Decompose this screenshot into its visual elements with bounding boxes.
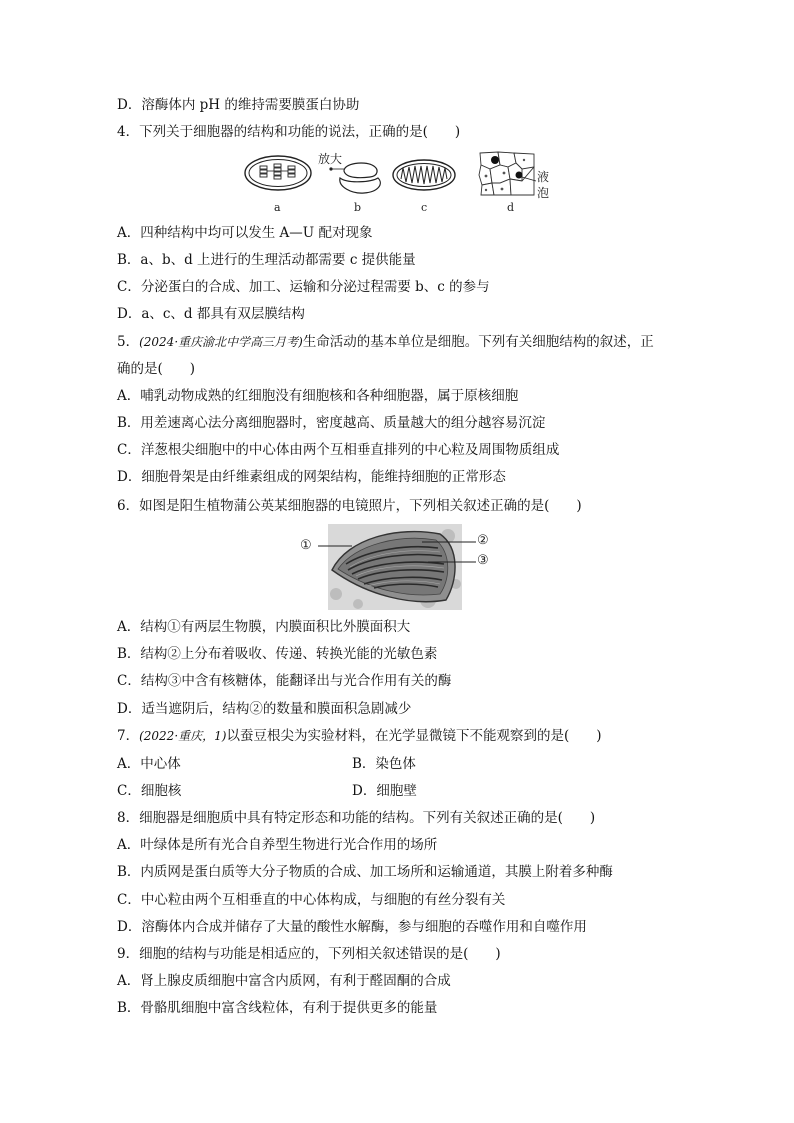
organelle-b-golgi — [326, 160, 386, 196]
q4-option-b: B．a、b、d 上进行的生理活动都需要 c 提供能量 — [117, 252, 416, 268]
q6-option-d: D．适当遮阴后，结构②的数量和膜面积急剧减少 — [117, 701, 412, 717]
q9-option-b: B．骨骼肌细胞中富含线粒体，有利于提供更多的能量 — [117, 1000, 438, 1016]
q3-option-d: D．溶酶体内 pH 的维持需要膜蛋白协助 — [117, 97, 360, 113]
q6-option-c: C．结构③中含有核糖体，能翻译出与光合作用有关的酶 — [117, 673, 452, 689]
q8-option-a: A．叶绿体是所有光合自养型生物进行光合作用的场所 — [117, 837, 438, 853]
q4-option-d: D．a、c、d 都具有双层膜结构 — [117, 306, 305, 322]
q7-text: 以蚕豆根尖为实验材料，在光学显微镜下不能观察到的是( ) — [226, 728, 602, 744]
q8-stem: 8．细胞器是细胞质中具有特定形态和功能的结构。下列有关叙述正确的是( ) — [117, 810, 596, 826]
q7-number: 7． — [117, 728, 140, 744]
q7-source: (2022·重庆，1) — [139, 729, 227, 743]
q7-option-b: B．染色体 — [352, 756, 416, 772]
q4-stem: 4．下列关于细胞器的结构和功能的说法，正确的是( ) — [117, 124, 461, 140]
q4-option-a: A．四种结构中均可以发生 A—U 配对现象 — [117, 225, 373, 241]
figure-label-b: b — [354, 201, 362, 214]
figure6-label-1: ① — [300, 538, 312, 553]
q5-option-b: B．用差速离心法分离细胞器时，密度越高、质量越大的组分越容易沉淀 — [117, 415, 546, 431]
q5-option-a: A．哺乳动物成熟的红细胞没有细胞核和各种细胞器，属于原核细胞 — [117, 388, 519, 404]
figure6-label-3: ③ — [477, 553, 489, 568]
q8-option-d: D．溶酶体内合成并储存了大量的酸性水解酶，参与细胞的吞噬作用和自噬作用 — [117, 919, 587, 935]
organelle-a-chloroplast — [243, 153, 313, 193]
q5-text: 生命活动的基本单位是细胞。下列有关细胞结构的叙述，正 — [302, 334, 654, 350]
q9-option-a: A．肾上腺皮质细胞中富含内质网，有利于醛固酮的合成 — [117, 973, 451, 989]
vacuole-label-1: 液 — [537, 170, 550, 184]
q9-stem: 9．细胞的结构与功能是相适应的，下列相关叙述错误的是( ) — [117, 946, 501, 962]
q7-option-a: A．中心体 — [117, 756, 181, 772]
q5-option-c: C．洋葱根尖细胞中的中心体由两个互相垂直排列的中心粒及周围物质组成 — [117, 442, 560, 458]
q4-option-c: C．分泌蛋白的合成、加工、运输和分泌过程需要 b、c 的参与 — [117, 279, 490, 295]
vacuole-label-2: 泡 — [537, 186, 550, 200]
q5-source: (2024·重庆渝北中学高三月考) — [139, 335, 303, 349]
organelle-d-plant-cells — [478, 151, 536, 197]
figure-label-a: a — [274, 201, 281, 214]
zoom-label: 放大 — [318, 152, 343, 166]
q5-option-d: D．细胞骨架是由纤维素组成的网架结构，能维持细胞的正常形态 — [117, 469, 506, 485]
q5-stem-cont: 确的是( ) — [117, 361, 196, 377]
q7-option-d: D．细胞壁 — [352, 783, 417, 799]
figure-label-c: c — [421, 201, 428, 214]
figure6-label-2: ② — [477, 533, 489, 548]
organelle-c-mitochondrion — [391, 157, 457, 193]
q7-stem — [117, 727, 602, 745]
q5-stem — [117, 333, 654, 351]
q7-option-c: C．细胞核 — [117, 783, 182, 799]
q8-option-b: B．内质网是蛋白质等大分子物质的合成、加工场所和运输通道，其膜上附着多种酶 — [117, 864, 613, 880]
q5-number: 5． — [117, 334, 140, 350]
q8-option-c: C．中心粒由两个互相垂直的中心体构成，与细胞的有丝分裂有关 — [117, 892, 506, 908]
q6-option-b: B．结构②上分布着吸收、传递、转换光能的光敏色素 — [117, 646, 438, 662]
figure-leader-lines — [312, 535, 482, 575]
q6-option-a: A．结构①有两层生物膜，内膜面积比外膜面积大 — [117, 619, 411, 635]
q6-stem: 6．如图是阳生植物蒲公英某细胞器的电镜照片，下列相关叙述正确的是( ) — [117, 498, 582, 514]
figure-label-d: d — [507, 201, 515, 214]
